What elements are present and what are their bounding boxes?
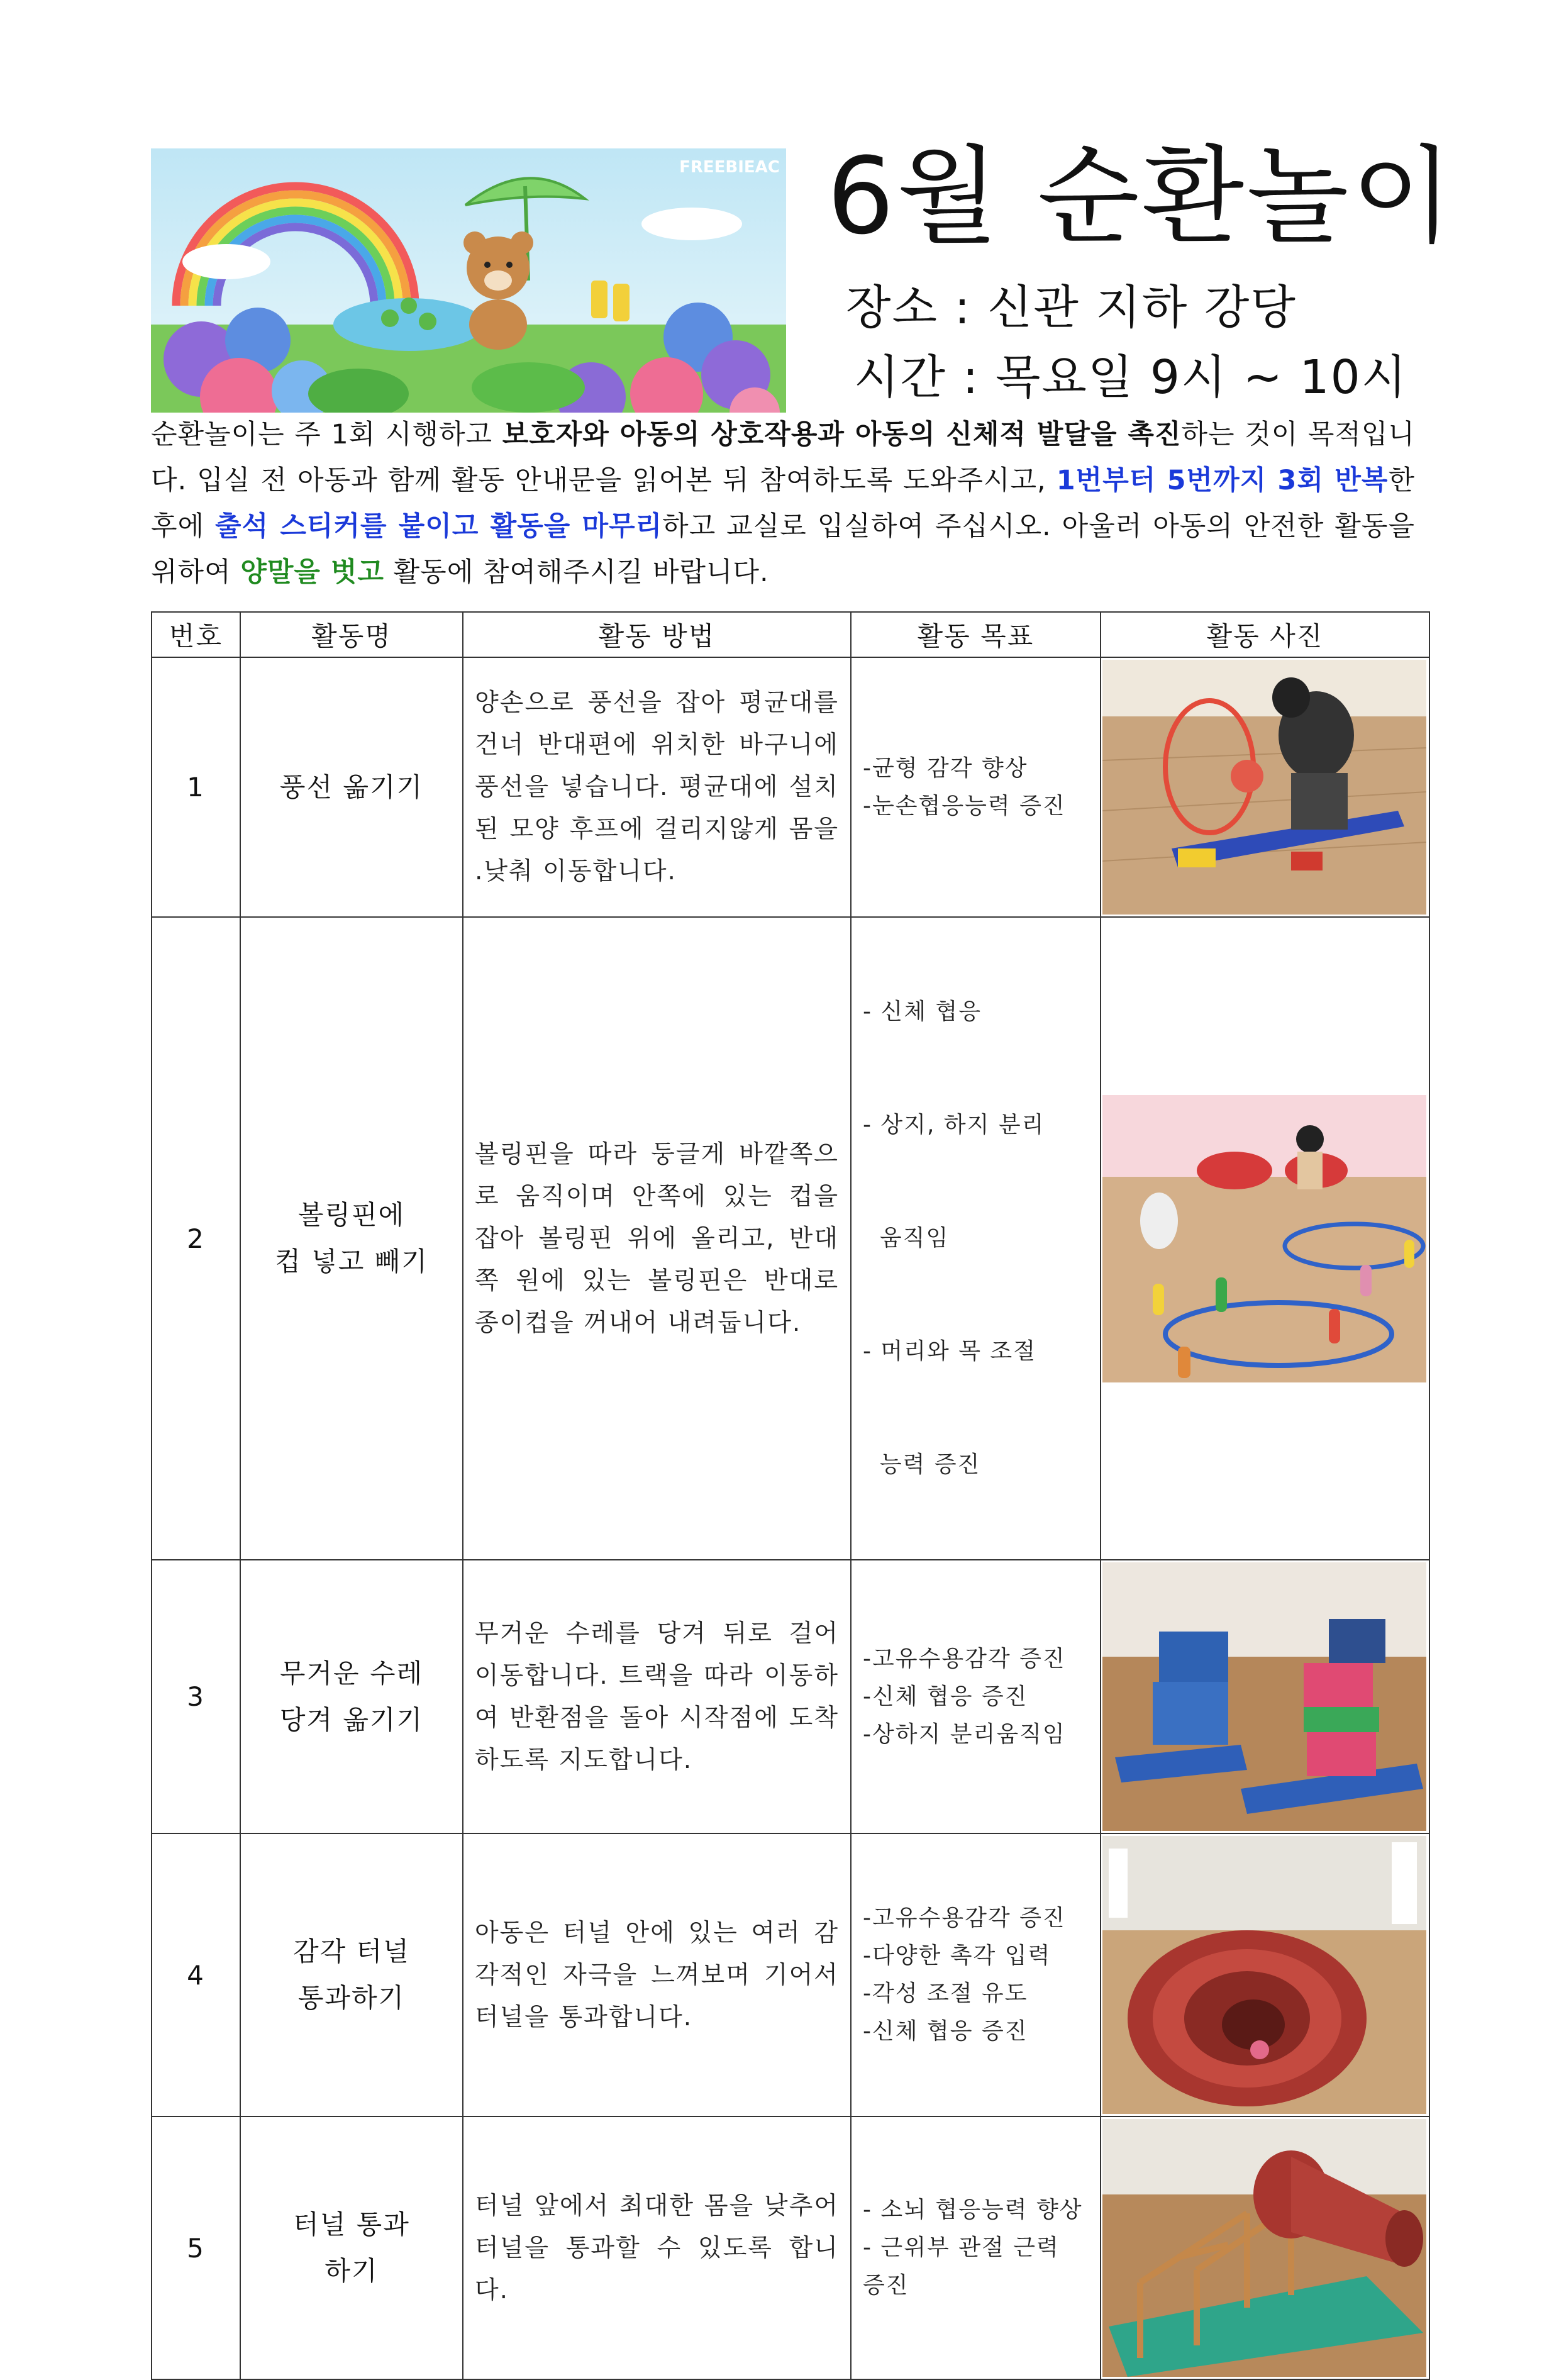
intro-text: 하는 것이 목적입니다. 입실 전 아동과 함께 활동 안내문을 읽어본 뒤 참여하도록 도와주시고, [151, 419, 1415, 496]
intro-highlight-blue: 1번부터 5번까지 3회 반복 [1056, 465, 1389, 496]
header-activity-goal: 활동 목표 [851, 612, 1101, 657]
goal-item: -다양한 촉각 입력 [863, 1943, 1051, 1969]
row-number: 1 [152, 657, 240, 917]
activity-goals [851, 1833, 1101, 2116]
activity-name-line: 볼링핀에 [297, 1199, 406, 1230]
activity-goals [851, 1560, 1101, 1833]
activity-name [240, 1560, 463, 1833]
activity-method: 터널 앞에서 최대한 몸을 낮추어 터널을 통과할 수 있도록 합니다. [463, 2116, 851, 2379]
intro-bold-text: 보호자와 아동의 상호작용과 아동의 신체적 발달을 촉진 [502, 419, 1182, 450]
photo-crawl-tunnel [1102, 2119, 1426, 2377]
activity-goals [851, 917, 1101, 1560]
activity-method: 무거운 수레를 당겨 뒤로 걸어 이동합니다. 트랙을 따라 이동하여 반환점을 돌아 시작점에 도착하도록 지도합니다. [463, 1560, 851, 1833]
header-number: 번호 [152, 612, 240, 657]
goal-item: -신체 협응 증진 [863, 2018, 1028, 2044]
intro-paragraph [151, 412, 1415, 596]
activity-name [240, 2116, 463, 2379]
goal-item: 움직임 [863, 1225, 950, 1251]
activity-name-line: 무거운 수레 [279, 1657, 424, 1689]
activity-name [240, 1833, 463, 2116]
activity-method: 볼링핀을 따라 둥글게 바깥쪽으로 움직이며 안쪽에 있는 컵을 잡아 볼링핀 위에 올리고, 반대쪽 원에 있는 볼링핀은 반대로 종이컵을 꺼내어 내려둡니다. [463, 917, 851, 1560]
place-info: 장소 : 신관 지하 강당 [846, 281, 1297, 335]
goal-item: - 신체 협응 [863, 999, 982, 1025]
goal-item: - 머리와 목 조절 [863, 1338, 1036, 1364]
table-row [152, 1560, 1429, 1833]
activity-photo [1101, 657, 1429, 917]
goal-item: -고유수용감각 증진 [863, 1645, 1066, 1672]
goal-item: 능력 증진 [863, 1452, 981, 1477]
intro-text: 활동에 참여해주시길 바랍니다. [384, 557, 769, 588]
table-row [152, 2116, 1429, 2379]
goal-item: -고유수용감각 증진 [863, 1905, 1066, 1931]
activity-name-line: 컵 넣고 빼기 [275, 1246, 428, 1277]
goal-item: -각성 조절 유도 [863, 1981, 1028, 2006]
activity-name [240, 917, 463, 1560]
row-number: 4 [152, 1833, 240, 2116]
row-number: 3 [152, 1560, 240, 1833]
photo-heavy-cart [1102, 1562, 1426, 1831]
photo-sensory-tunnel [1102, 1836, 1426, 2114]
banner-illustration [151, 148, 786, 413]
table-row [152, 917, 1429, 1560]
header-activity-method: 활동 방법 [463, 612, 851, 657]
activity-method: 양손으로 풍선을 잡아 평균대를 건너 반대편에 위치한 바구니에 풍선을 넣습니다. 평균대에 설치된 모양 후프에 걸리지않게 몸을 .낮춰 이동합니다. [463, 657, 851, 917]
goal-item: -눈손협응능력 증진 [863, 792, 1066, 819]
activity-name-line: 감각 터널 [293, 1936, 410, 1967]
photo-bowling-pins-cups [1102, 1095, 1426, 1382]
goal-item: -상하지 분리움직임 [863, 1721, 1066, 1747]
activity-goals [851, 657, 1101, 917]
goal-item: -균형 감각 향상 [863, 755, 1028, 781]
intro-text: 한 후에 [151, 465, 1416, 542]
row-number: 5 [152, 2116, 240, 2379]
table-row [152, 1833, 1429, 2116]
watermark-text: FREEBIEAC [679, 158, 780, 177]
activity-name-line: 당겨 옮기기 [279, 1704, 424, 1735]
intro-highlight-blue: 출석 스티커를 붙이고 활동을 마무리 [215, 511, 663, 542]
activity-photo [1101, 917, 1429, 1560]
activity-name-line: 터널 통과 [293, 2209, 410, 2240]
activity-name [240, 657, 463, 917]
intro-text: 하고 교실로 입실하여 주십시오. 아울러 아동의 안전한 활동을 위하여 [151, 511, 1416, 588]
table-row [152, 657, 1429, 917]
activity-name-line: 하기 [325, 2255, 379, 2286]
activity-photo [1101, 2116, 1429, 2379]
activity-table [151, 611, 1430, 2380]
activity-name-line: 풍선 옮기기 [279, 771, 424, 803]
activity-method: 아동은 터널 안에 있는 여러 감각적인 자극을 느껴보며 기어서 터널을 통과합니다. [463, 1833, 851, 2116]
activity-goals [851, 2116, 1101, 2379]
time-info: 시간 : 목요일 9시 ~ 10시 [854, 350, 1408, 404]
table-header-row [152, 612, 1429, 657]
goal-item: - 상지, 하지 분리 [863, 1112, 1045, 1138]
intro-text: 순환놀이는 주 1회 시행하고 [151, 419, 502, 450]
goal-item: - 근위부 관절 근력 증진 [863, 2235, 1060, 2298]
activity-name-line: 통과하기 [297, 1982, 406, 2013]
page-title: 6월 순환놀이 [827, 135, 1456, 258]
activity-photo [1101, 1560, 1429, 1833]
photo-balloon-balance-beam [1102, 660, 1426, 915]
goal-item: -신체 협응 증진 [863, 1683, 1028, 1710]
goal-item: - 소뇌 협응능력 향상 [863, 2197, 1083, 2223]
header-activity-photo: 활동 사진 [1101, 612, 1429, 657]
header-activity-name: 활동명 [240, 612, 463, 657]
intro-highlight-green: 양말을 벗고 [240, 557, 384, 588]
row-number: 2 [152, 917, 240, 1560]
activity-photo [1101, 1833, 1429, 2116]
